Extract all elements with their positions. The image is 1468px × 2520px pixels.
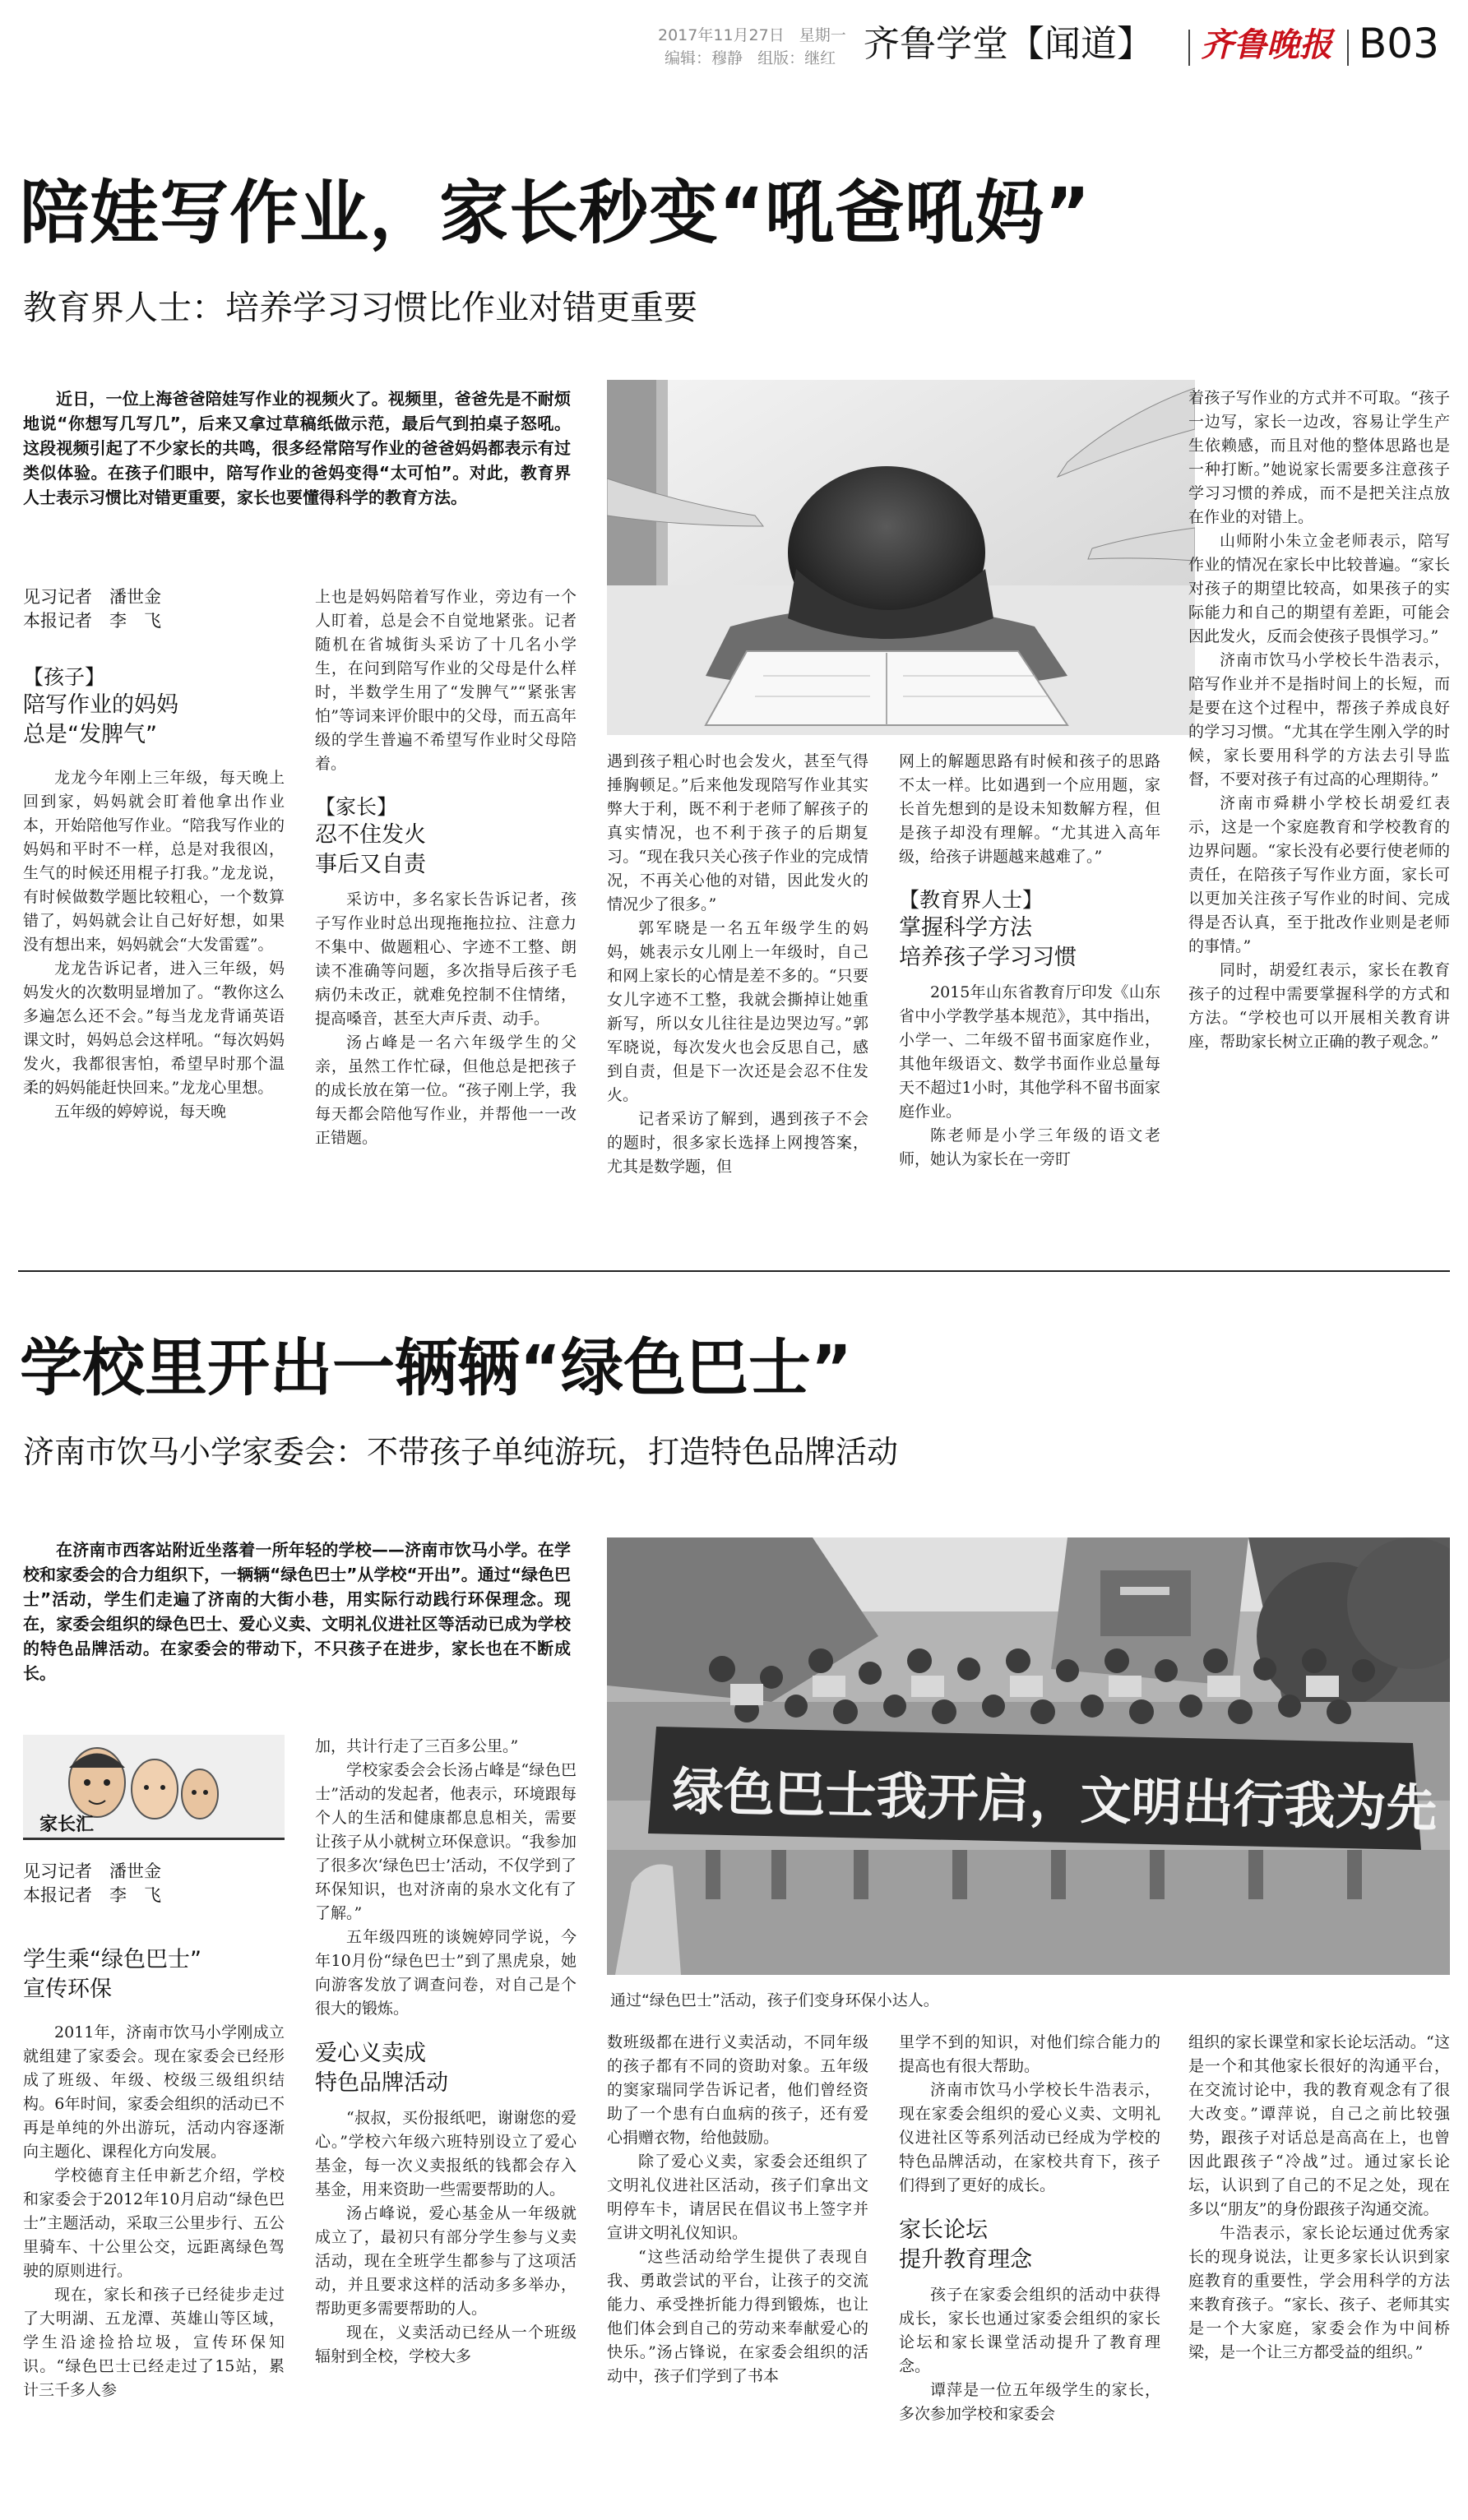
article2-column-4 xyxy=(899,2031,1160,2426)
article1-subhead: 教育界人士：培养学习习惯比作业对错更重要 xyxy=(23,288,697,327)
editor-info xyxy=(665,46,836,68)
article-divider xyxy=(18,1270,1450,1272)
paragraph: 2011年，济南市饮马小学刚成立就组建了家委会。现在家委会已经形成了班级、年级、校级三级组织结构。6年时间，家委会组织的活动已不再是单纯的外出游玩，活动内容逐渐向主题化、课程化方向发展。 xyxy=(23,2023,285,2161)
photo-green-bus-group-image xyxy=(607,1537,1450,1975)
article1-column-3 xyxy=(607,750,868,1179)
section-heading-child: 陪写作业的妈妈 总是“发脾气” xyxy=(23,692,178,747)
page-number: B03 xyxy=(1359,20,1439,67)
section-tag-educators: 【教育界人士】 xyxy=(899,888,1044,912)
article2-reporters xyxy=(23,1860,161,1907)
reporter-1: 见习记者 潘世金 xyxy=(23,1861,161,1881)
paragraph: 陈老师是小学三年级的语文老师，她认为家长在一旁盯 xyxy=(899,1126,1160,1168)
newspaper-logo: 齐鲁晚报 xyxy=(1201,25,1332,64)
issue-date xyxy=(658,23,846,45)
paragraph: 山师附小朱立金老师表示，陪写作业的情况在家长中比较普遍。“家长对孩子的期望比较高，如果孩子的实际能力和自己的期望有差距，可能会因此发火，反而会使孩子畏惧学习。” xyxy=(1188,532,1450,645)
article1-lead xyxy=(23,386,571,510)
photo-child-homework-image xyxy=(607,380,1195,735)
paragraph: 现在，家长和孩子已经徒步走过了大明湖、五龙潭、英雄山等区域，学生沿途捡拾垃圾，宣传环保知识。“绿色巴士已经走过了15站，累计三千多人参 xyxy=(23,2286,285,2399)
paragraph: “叔叔，买份报纸吧，谢谢您的爱心。”学校六年级六班特别设立了爱心基金，每一次义卖报纸的钱都会存入基金，用来资助一些需要帮助的人。 xyxy=(315,2109,577,2199)
photo-child-homework xyxy=(607,380,1195,735)
weekday-text: 星期一 xyxy=(799,26,846,44)
paragraph: 济南市饮马小学校长牛浩表示，陪写作业并不是指时间上的长短，而是要在这个过程中，帮孩子养成良好的学习习惯。“尤其在学生刚入学的时候，家长要用科学的方法去引导监督，不要对孩子有过高的心理期待。” xyxy=(1188,651,1450,788)
reporter-2: 本报记者 李 飞 xyxy=(23,611,161,631)
paragraph: 着孩子写作业的方式并不可取。“孩子一边写，家长一边改，容易让学生产生依赖感，而且对他的整体思路也是一种打断。”她说家长需要多注意孩子学习习惯的养成，而不是把关注点放在作业的对错上。 xyxy=(1188,389,1450,526)
paragraph: 孩子在家委会组织的活动中获得成长，家长也通过家委会组织的家长论坛和家长课堂活动提升了教育理念。 xyxy=(899,2286,1160,2375)
paragraph: 记者采访了解到，遇到孩子不会的题时，很多家长选择上网搜答案，尤其是数学题，但 xyxy=(607,1110,868,1176)
paragraph: 上也是妈妈陪着写作业，旁边有一个人盯着，总是会不自觉地紧张。记者随机在省城街头采访了十几名小学生，在问到陪写作业的父母是什么样时，半数学生用了“发脾气”“紧张害怕”等词来评价眼中的父母，而五高年级的学生普遍不希望写作业时父母陪着。 xyxy=(315,588,577,773)
article2-column-3 xyxy=(607,2031,868,2388)
article1-column-1 xyxy=(23,664,285,1124)
article2-column-1 xyxy=(23,1945,285,2402)
section-heading-educators: 掌握科学方法 培养孩子学习习惯 xyxy=(899,915,1077,970)
paragraph: 除了爱心义卖，家委会还组织了文明礼仪进社区活动，孩子们拿出文明停车卡，请居民在倡议书上签字并宣讲文明礼仪知识。 xyxy=(607,2152,868,2242)
paragraph: 现在，义卖活动已经从一个班级辐射到全校，学校大多 xyxy=(315,2323,577,2365)
column-name: 齐鲁学堂【闻道】 xyxy=(864,23,1153,65)
masthead-divider xyxy=(1188,30,1190,66)
paragraph: 龙龙今年刚上三年级，每天晚上回到家，妈妈就会盯着他拿出作业本，开始陪他写作业。“陪我写作业的妈妈和平时不一样，总是对我很凶，生气的时候还用棍子打我。”龙龙说，有时候做数学题比较粗心，一个数算错了，妈妈就会让自己好好想，如果没有想出来，妈妈就会“大发雷霆”。 xyxy=(23,769,285,954)
paragraph: 数班级都在进行义卖活动，不同年级的孩子都有不同的资助对象。五年级的窦家瑞同学告诉记者，他们曾经资助了一个患有白血病的孩子，还有爱心捐赠衣物，给他鼓励。 xyxy=(607,2033,868,2147)
paragraph: 汤占峰说，爱心基金从一年级就成立了，最初只有部分学生参与义卖活动，现在全班学生都参与了这项活动，并且要求这样的活动多多举办，帮助更多需要帮助的人。 xyxy=(315,2204,577,2318)
paragraph: 学校德育主任申新艺介绍，学校和家委会于2012年10月启动“绿色巴士”主题活动，采取三公里步行、五公里骑车、十公里公交，远距离绿色驾驶的原则进行。 xyxy=(23,2166,285,2280)
paragraph: 龙龙告诉记者，进入三年级，妈妈发火的次数明显增加了。“教你这么多遍怎么还不会。”每当龙龙背诵英语课文时，妈妈总会这样吼。“每次妈妈发火，我都很害怕，希望早时那个温柔的妈妈能赶快回来。”龙龙心里想。 xyxy=(23,959,285,1097)
paragraph: 汤占峰是一名六年级学生的父亲，虽然工作忙碌，但他总是把孩子的成长放在第一位。“孩子刚上学，我每天都会陪他写作业，并帮他一一改正错题。 xyxy=(315,1033,577,1147)
paragraph: “这些活动给学生提供了表现自我、勇敢尝试的平台，让孩子的交流能力、承受挫折能力得到锻炼，也让他们体会到自己的劳动来奉献爱心的快乐。”汤占锋说，在家委会组织的活动中，孩子们学到了书本 xyxy=(607,2248,868,2385)
article2-headline: 学校里开出一辆辆“绿色巴士” xyxy=(20,1331,852,1404)
article2-column-2 xyxy=(315,1735,577,2369)
paragraph: 采访中，多名家长告诉记者，孩子写作业时总出现拖拖拉拉、注意力不集中、做题粗心、字迹不工整、朗读不准确等问题，多次指导后孩子毛病仍未改正，就难免控制不住情绪，提高嗓音，甚至大声斥责、动手。 xyxy=(315,890,577,1028)
paragraph: 遇到孩子粗心时也会发火，甚至气得捶胸顿足。”后来他发现陪写作业其实弊大于利，既不利于老师了解孩子的真实情况，也不利于孩子的后期复习。“现在我只关心孩子作业的完成情况，不再关心他的对错，因此发火的情况少了很多。” xyxy=(607,752,868,913)
photo-caption: 通过“绿色巴士”活动，孩子们变身环保小达人。 xyxy=(610,1991,939,2009)
paragraph: 五年级四班的谈婉婷同学说，今年10月份“绿色巴士”到了黑虎泉，她向游客发放了调查问卷，对自己是个很大的锻炼。 xyxy=(315,1928,577,2018)
designer-text: 组版：继红 xyxy=(757,49,836,67)
paragraph: 加，共计行走了三百多公里。” xyxy=(315,1737,519,1755)
article2-subhead: 济南市饮马小学家委会：不带孩子单纯游玩，打造特色品牌活动 xyxy=(23,1434,899,1470)
section-tag-parent: 【家长】 xyxy=(315,795,398,819)
paragraph: 郭军晓是一名五年级学生的妈妈，姚表示女儿刚上一年级时，自己和网上家长的心情是差不多的。“只要女儿字迹不工整，我就会撕掉让她重新写，所以女儿往往是边哭边写。”郭军晓说，每次发火也会反思自己，感到自责，但是下一次还是会忍不住发火。 xyxy=(607,919,868,1104)
article2-column-5 xyxy=(1188,2031,1450,2365)
reporter-1: 见习记者 潘世金 xyxy=(23,587,161,607)
photo-green-bus-group xyxy=(607,1537,1450,1975)
section-heading-green-bus: 学生乘“绿色巴士” 宣传环保 xyxy=(23,1947,201,2002)
paragraph: 济南市舜耕小学校长胡爱红表示，这是一个家庭教育和学校教育的边界问题。“家长没有必要行使老师的责任，在陪孩子写作业方面，家长可以更加关注孩子写作业的时间、完成得是否认真，至于批改作业则是老师的事情。” xyxy=(1188,794,1450,955)
section-tag-child: 【孩子】 xyxy=(23,665,106,689)
paragraph: 谭萍是一位五年级学生的家长，多次参加学校和家委会 xyxy=(899,2381,1160,2423)
paragraph: 牛浩表示，家长论坛通过优秀家长的现身说法，让更多家长认识到家庭教育的重要性，学会用科学的方法来教育孩子。“家长、孩子、老师其实是一个大家庭，家委会作为中间桥梁，是一个让三方都受益的组织。” xyxy=(1188,2224,1450,2361)
paragraph: 济南市饮马小学校长牛浩表示，现在家委会组织的爱心义卖、文明礼仪进社区等系列活动已经成为学校的特色品牌活动，在家校共育下，孩子们得到了更好的成长。 xyxy=(899,2081,1160,2194)
article1-column-2 xyxy=(315,585,577,1150)
paragraph: 网上的解题思路有时候和孩子的思路不太一样。比如遇到一个应用题，家长首先想到的是设未知数解方程，但是孩子却没有理解。“尤其进入高年级，给孩子讲题越来越难了。” xyxy=(899,752,1160,866)
column-logo-parents xyxy=(23,1735,285,1840)
lead-text: 在济南市西客站附近坐落着一所年轻的学校——济南市饮马小学。在学校和家委会的合力组织下，一辆辆“绿色巴士”从学校“开出”。通过“绿色巴士”活动，学生们走遍了济南的大街小巷，用实际行动践行环保理念。现在，家委会组织的绿色巴士、爱心义卖、文明礼仪进社区等活动已成为学校的特色品牌活动。在家委会的带动下，不只孩子在进步，家长也在不断成长。 xyxy=(23,1540,571,1683)
section-heading-parent: 忍不住发火 事后又自责 xyxy=(315,822,426,877)
paragraph: 2015年山东省教育厅印发《山东省中小学教学基本规范》，其中指出，小学一、二年级不留书面家庭作业，其他年级语文、数学书面作业总量每天不超过1小时，其他学科不留书面家庭作业。 xyxy=(899,983,1160,1121)
banner-text: 绿色巴士我开启，文明出行我为先 xyxy=(671,1761,1438,1839)
article1-column-5 xyxy=(1188,386,1450,1054)
paragraph: 学校家委会会长汤占峰是“绿色巴士”活动的发起者，他表示，环境跟每个人的生活和健康都息息相关，需要让孩子从小就树立环保意识。“我参加了很多次‘绿色巴士’活动，不仅学到了环保知识，也对济南的泉水文化有了了解。” xyxy=(315,1761,577,1922)
column-logo-text: 家长汇 xyxy=(39,1815,95,1835)
paragraph: 五年级的婷婷说，每天晚 xyxy=(54,1103,227,1121)
section-heading-charity-sale: 爱心义卖成 特色品牌活动 xyxy=(315,2041,448,2096)
editor-text: 编辑：穆静 xyxy=(665,49,743,67)
reporter-2: 本报记者 李 飞 xyxy=(23,1885,161,1905)
paragraph: 同时，胡爱红表示，家长在教育孩子的过程中需要掌握科学的方式和方法。“学校也可以开展相关教育讲座，帮助家长树立正确的教子观念。” xyxy=(1188,961,1450,1051)
article1-reporters xyxy=(23,585,161,633)
lead-text: 近日，一位上海爸爸陪娃写作业的视频火了。视频里，爸爸先是不耐烦地说“你想写几写几”，后来又拿过草稿纸做示范，最后气到拍桌子怒吼。这段视频引起了不少家长的共鸣，很多经常陪写作业的爸爸妈妈都表示有过类似体验。在孩子们眼中，陪写作业的爸妈变得“太可怕”。对此，教育界人士表示习惯比对错更重要，家长也要懂得科学的教育方法。 xyxy=(23,389,571,507)
article1-column-4 xyxy=(899,750,1160,1172)
paragraph: 里学不到的知识，对他们综合能力的提高也有很大帮助。 xyxy=(899,2033,1160,2075)
masthead-divider-2 xyxy=(1347,30,1349,66)
article1-headline: 陪娃写作业，家长秒变“吼爸吼妈” xyxy=(20,173,1091,253)
article2-lead xyxy=(23,1537,571,1685)
date-text: 2017年11月27日 xyxy=(658,26,785,44)
masthead xyxy=(0,0,1468,82)
paragraph: 组织的家长课堂和家长论坛活动。“这是一个和其他家长很好的沟通平台，在交流讨论中，我的教育观念有了很大改变。”谭萍说，自己之前比较强势，跟孩子对话总是高高在上，也曾因此跟孩子“冷战”过。通过家长论坛，认识到了自己的不足之处，现在多以“朋友”的身份跟孩子沟通交流。 xyxy=(1188,2033,1450,2218)
section-heading-parent-forum: 家长论坛 提升教育理念 xyxy=(899,2217,1032,2273)
